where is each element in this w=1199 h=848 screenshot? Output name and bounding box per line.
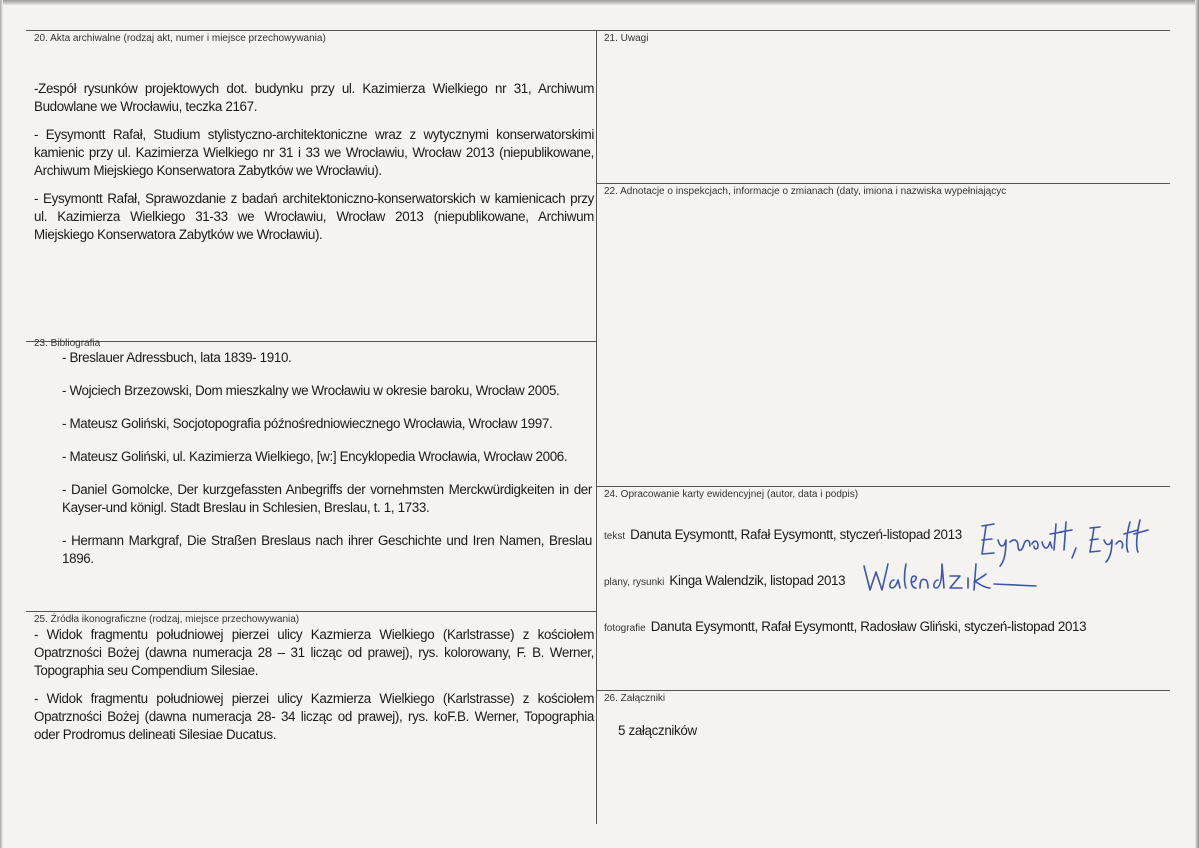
photos-author-value: Danuta Eysymontt, Rafał Eysymontt, Radosław Gliński, styczeń-listopad 2013: [650, 619, 1087, 634]
bibliography-entry: - Wojciech Brzezowski, Dom mieszkalny we Wrocławiu w okresie baroku, Wrocław 2005.: [62, 383, 560, 398]
attachments-count: 5 załączników: [618, 723, 697, 738]
text-author-label: tekst: [604, 531, 626, 542]
text-author-line: [604, 527, 962, 542]
iconography-entry: - Widok fragmentu południowej pierzei ulicy Kazmierza Wielkiego (Karlstrasse) z kościołem Opatrzności Bożej (dawna numeracja 28- 34 licząc od prawej), rys. koF.B. Werner, Topographia oder Prodromus delineati Silesiae Ducatus.: [34, 691, 594, 742]
photos-author-line: [604, 619, 1086, 634]
field-21-label: 21. Uwagi: [604, 33, 649, 44]
bibliography-entry: - Mateusz Goliński, ul. Kazimierza Wielkiego, [w:] Encyklopedia Wrocławia, Wrocław 2006.: [62, 449, 568, 464]
archive-entry: - Eysymontt Rafał, Sprawozdanie z badań architektoniczno-konserwatorskich w kamienicach przy ul. Kazimierza Wielkiego 31-33 we Wrocławiu, Wrocław 2013 (niepublikowane, Archiwum Miejskiego Konserwatora Zabytków we Wrocławiu).: [34, 191, 594, 242]
top-rule: [26, 30, 1170, 31]
scan-edge-right: [1195, 0, 1199, 848]
text-author-value: Danuta Eysymontt, Rafał Eysymontt, styczeń-listopad 2013: [630, 527, 962, 542]
iconography-entry: - Widok fragmentu południowej pierzei ulicy Kazmierza Wielkiego (Karlstrasse) z kościołem Opatrzności Bożej (dawna numeracja 28 – 31 licząc od prawej), rys. kolorowany, F. B. Werner, Topographia seu Compendium Silesiae.: [34, 627, 594, 678]
rule-23-25: [26, 611, 596, 612]
scan-edge-left: [0, 0, 3, 848]
field-22-label: 22. Adnotacje o inspekcjach, informacje o zmianach (daty, imiona i nazwiska wypełniającyc: [604, 186, 1007, 197]
rule-20-23: [26, 341, 596, 342]
rule-22-24: [596, 486, 1170, 487]
bibliography-entry: - Mateusz Goliński, Socjotopografia późnośredniowiecznego Wrocławia, Wrocław 1997.: [62, 416, 553, 431]
field-25-label: 25. Źródła ikonograficzne (rodzaj, miejsce przechowywania): [34, 614, 300, 625]
bibliography-entry: - Breslauer Adressbuch, lata 1839- 1910.: [62, 350, 292, 365]
photos-author-label: fotografie: [604, 623, 646, 634]
bibliography-entry: - Hermann Markgraf, Die Straßen Breslaus nach ihrer Geschichte und Iren Namen, Breslau 1896.: [62, 533, 592, 566]
record-card: [26, 30, 1170, 824]
field-24-label: 24. Opracowanie karty ewidencyjnej (autor, data i podpis): [604, 489, 859, 500]
archive-entry: -Zespół rysunków projektowych dot. budynku przy ul. Kazimierza Wielkiego nr 31, Archiwum Budowlane we Wrocławiu, teczka 2167.: [34, 81, 594, 114]
archive-entry: - Eysymontt Rafał, Studium stylistyczno-architektoniczne wraz z wytycznymi konserwatorskimi kamienic przy ul. Kazimierza Wielkiego nr 31 i 33 we Wrocławiu, Wrocław 2013 (niepublikowane, Archiwum Miejskiego Konserwatora Zabytków we Wrocławiu).: [34, 127, 594, 178]
scan-edge-top: [0, 0, 1199, 5]
field-20-label: 20. Akta archiwalne (rodzaj akt, numer i miejsce przechowywania): [34, 33, 326, 44]
field-20-content: [34, 80, 594, 254]
field-23-content: [62, 349, 592, 583]
drawings-author-value: Kinga Walendzik, listopad 2013: [669, 573, 846, 588]
drawings-author-line: [604, 573, 845, 588]
column-divider: [596, 30, 597, 824]
drawings-author-label: plany, rysunki: [604, 577, 665, 588]
field-25-content: [34, 626, 594, 754]
bibliography-entry: - Daniel Gomolcke, Der kurzgefassten Anbegriffs der vornehmsten Merckwürdigkeiten in der Kayser-und königl. Stadt Breslau in Schlesien, Breslau, t. 1, 1733.: [62, 482, 592, 515]
field-23-label: 23. Bibliografia: [34, 338, 101, 349]
field-26-label: 26. Załączniki: [604, 693, 666, 704]
rule-24-26: [596, 690, 1170, 691]
rule-21-22: [596, 183, 1170, 184]
handwritten-signature-walendzik: [860, 560, 1040, 596]
